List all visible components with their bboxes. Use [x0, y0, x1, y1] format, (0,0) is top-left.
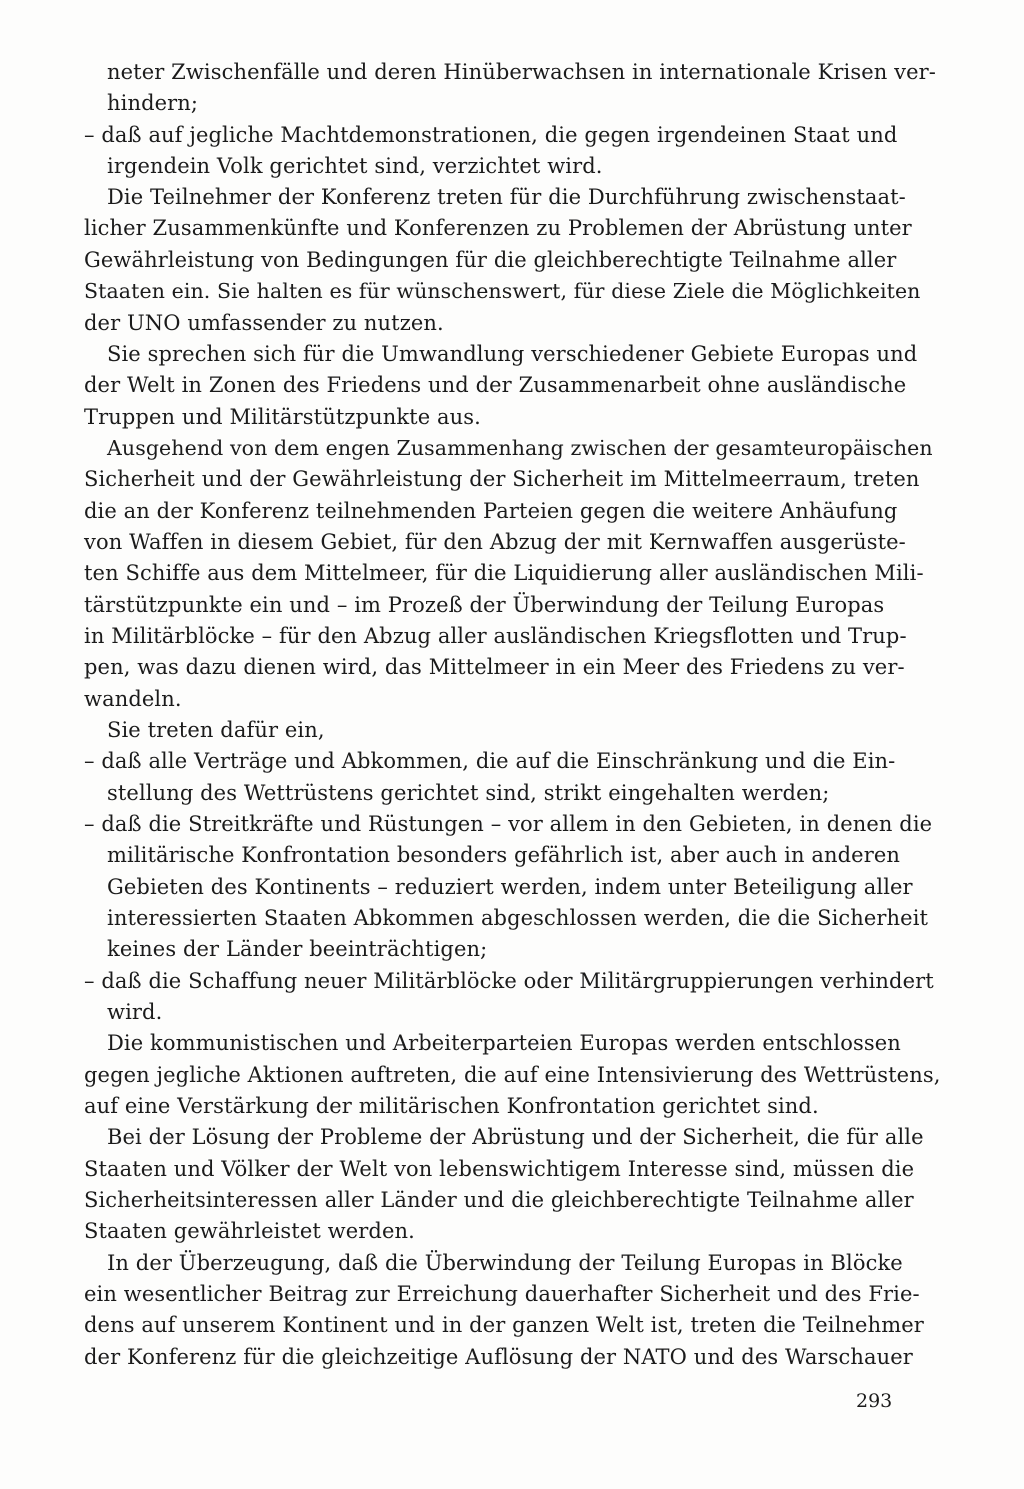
- text-line: – daß die Schaffung neuer Militärblöcke oder Militärgruppierungen verhindert: [84, 969, 934, 993]
- text-line: Staaten und Völker der Welt von lebenswichtigem Interesse sind, müssen die: [84, 1157, 915, 1181]
- text-line: wandeln.: [84, 687, 182, 711]
- text-line: interessierten Staaten Abkommen abgeschlossen werden, die die Sicherheit: [107, 906, 929, 930]
- text-line: irgendein Volk gerichtet sind, verzichtet wird.: [107, 154, 603, 178]
- text-line: Ausgehend von dem engen Zusammenhang zwischen der gesamteuropäischen: [107, 436, 933, 460]
- text-line: hindern;: [107, 91, 199, 115]
- text-line: neter Zwischenfälle und deren Hinüberwachsen in internationale Krisen ver-: [107, 60, 936, 84]
- text-line: Die kommunistischen und Arbeiterparteien Europas werden entschlossen: [107, 1031, 901, 1055]
- text-line: der UNO umfassender zu nutzen.: [84, 311, 444, 335]
- text-line: Staaten ein. Sie halten es für wünschenswert, für diese Ziele die Möglichkeiten: [84, 279, 921, 303]
- text-line: gegen jegliche Aktionen auftreten, die auf eine Intensivierung des Wettrüstens,: [84, 1063, 941, 1087]
- text-line: keines der Länder beeinträchtigen;: [107, 937, 488, 961]
- text-line: Bei der Lösung der Probleme der Abrüstung und der Sicherheit, die für alle: [107, 1125, 924, 1149]
- text-line: dens auf unserem Kontinent und in der ganzen Welt ist, treten die Teilnehmer: [84, 1313, 924, 1337]
- text-line: die an der Konferenz teilnehmenden Parteien gegen die weitere Anhäufung: [84, 499, 898, 523]
- text-line: Sie sprechen sich für die Umwandlung verschiedener Gebiete Europas und: [107, 342, 918, 366]
- text-line: – daß auf jegliche Machtdemonstrationen, die gegen irgendeinen Staat und: [84, 123, 898, 147]
- text-line: der Konferenz für die gleichzeitige Auflösung der NATO und des Warschauer: [84, 1345, 913, 1369]
- text-line: Sicherheitsinteressen aller Länder und die gleichberechtigte Teilnahme aller: [84, 1188, 914, 1212]
- text-line: Staaten gewährleistet werden.: [84, 1219, 415, 1243]
- text-line: – daß die Streitkräfte und Rüstungen – vor allem in den Gebieten, in denen die: [84, 812, 933, 836]
- text-line: ten Schiffe aus dem Mittelmeer, für die Liquidierung aller ausländischen Mili-: [84, 561, 924, 585]
- text-line: Sie treten dafür ein,: [107, 718, 325, 742]
- text-line: licher Zusammenkünfte und Konferenzen zu Problemen der Abrüstung unter: [84, 216, 912, 240]
- text-line: ein wesentlicher Beitrag zur Erreichung dauerhafter Sicherheit und des Frie-: [84, 1282, 920, 1306]
- text-line: auf eine Verstärkung der militärischen Konfrontation gerichtet sind.: [84, 1094, 819, 1118]
- text-line: pen, was dazu dienen wird, das Mittelmeer in ein Meer des Friedens zu ver-: [84, 655, 905, 679]
- text-line: militärische Konfrontation besonders gefährlich ist, aber auch in anderen: [107, 843, 900, 867]
- page-number: 293: [856, 1390, 893, 1412]
- text-line: tärstützpunkte ein und – im Prozeß der Überwindung der Teilung Europas: [84, 593, 885, 617]
- text-line: In der Überzeugung, daß die Überwindung der Teilung Europas in Blöcke: [107, 1251, 903, 1275]
- text-line: – daß alle Verträge und Abkommen, die auf die Einschränkung und die Ein-: [84, 749, 896, 773]
- text-line: von Waffen in diesem Gebiet, für den Abzug der mit Kernwaffen ausgerüste-: [84, 530, 906, 554]
- text-line: Die Teilnehmer der Konferenz treten für die Durchführung zwischenstaat-: [107, 185, 906, 209]
- text-line: stellung des Wettrüstens gerichtet sind, strikt eingehalten werden;: [107, 781, 830, 805]
- text-line: der Welt in Zonen des Friedens und der Zusammenarbeit ohne ausländische: [84, 373, 907, 397]
- text-line: Gebieten des Kontinents – reduziert werden, indem unter Beteiligung aller: [107, 875, 913, 899]
- text-line: wird.: [107, 1000, 163, 1024]
- text-line: Gewährleistung von Bedingungen für die gleichberechtigte Teilnahme aller: [84, 248, 897, 272]
- text-line: Truppen und Militärstützpunkte aus.: [84, 405, 481, 429]
- text-line: Sicherheit und der Gewährleistung der Sicherheit im Mittelmeerraum, treten: [84, 467, 920, 491]
- text-line: in Militärblöcke – für den Abzug aller ausländischen Kriegsflotten und Trup-: [84, 624, 907, 648]
